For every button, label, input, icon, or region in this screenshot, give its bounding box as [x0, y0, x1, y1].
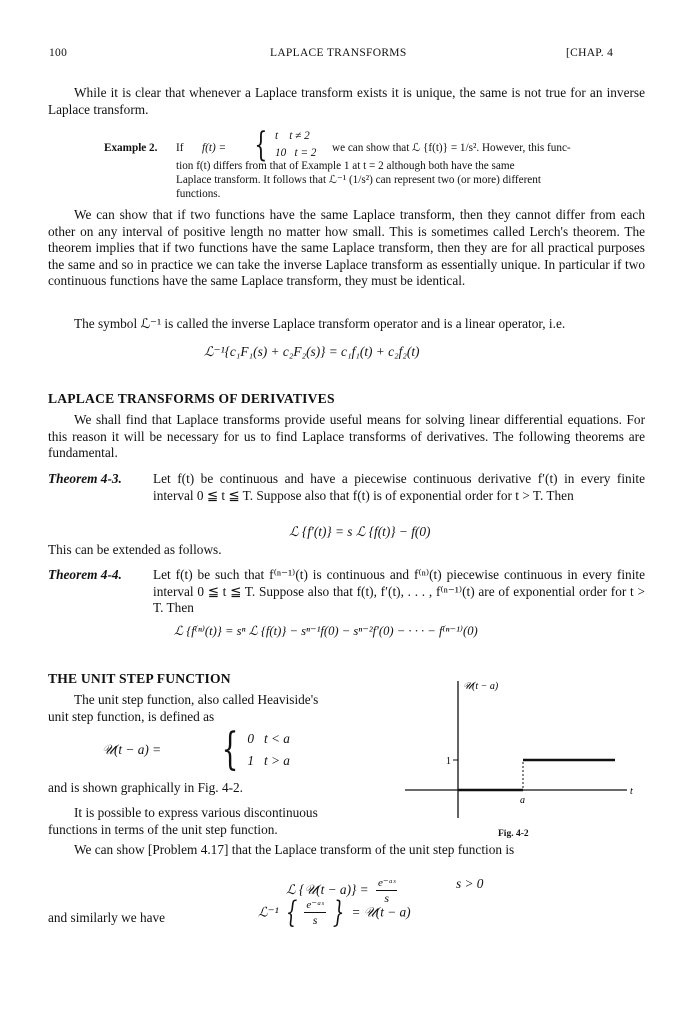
unit-step-lhs: 𝒰(t − a) =: [102, 742, 162, 757]
transform-condition: s > 0: [456, 876, 484, 891]
unit-step-heading: THE UNIT STEP FUNCTION: [48, 671, 231, 686]
theorem-4-4-label: Theorem 4-4.: [48, 567, 122, 582]
figure-a-label: a: [520, 795, 525, 806]
transform-lhs: ℒ {𝒰(t − a)} =: [286, 882, 369, 898]
unit-step-figure: [395, 676, 645, 826]
theorem-4-3-text: Let f(t) be continuous and have a piecewise continuous derivative f′(t) in every finite interval 0 ≦ t ≦ T. Suppose also that f(t) is of exponential order for t > T. Then: [153, 471, 645, 503]
example-case-2: 10 t = 2: [274, 147, 317, 159]
unit-step-case-1: 0 t < a: [247, 731, 290, 746]
figure-one-label: 1: [446, 756, 451, 767]
inverse-rhs: = 𝒰(t − a): [351, 904, 411, 920]
unit-step-we-can-show: We can show [Problem 4.17] that the Laplace transform of the unit step function is: [74, 842, 515, 857]
example-f-of-t: f(t) =: [202, 142, 227, 154]
unit-step-case-2: 1 t > a: [247, 753, 290, 768]
example-if: If: [176, 142, 184, 154]
derivatives-intro: We shall find that Laplace transforms provide useful means for solving linear differential equations. For this reason it will be necessary for us to find Laplace transforms of derivatives. The following theorems are fundamental.: [48, 412, 645, 461]
inverse-lhs: ℒ⁻¹: [258, 904, 279, 920]
extend-text: This can be extended as follows.: [48, 542, 222, 557]
example-cases: [250, 125, 317, 165]
inverse-equation: [258, 895, 411, 930]
brace-symbol: {: [254, 125, 268, 165]
example-label: Example 2.: [104, 142, 158, 154]
linearity-equation: ℒ⁻¹{c₁F₁(s) + c₂F₂(s)} = c₁f₁(t) + c₂f₂(t): [204, 344, 420, 359]
symbol-paragraph: The symbol ℒ⁻¹ is called the inverse Laplace transform operator and is a linear operator, i.e.: [74, 316, 566, 331]
figure-caption-text: Fig. 4-2: [498, 829, 529, 839]
unit-step-intro-1: The unit step function, also called Heaviside's: [74, 692, 319, 707]
example-line-4: functions.: [176, 188, 221, 200]
unit-step-shown: and is shown graphically in Fig. 4-2.: [48, 780, 243, 795]
example-show-text: we can show that ℒ {f(t)} = 1/s². However, this func-: [332, 142, 571, 154]
unit-step-possible-2: functions in terms of the unit step function.: [48, 822, 278, 837]
page-number: 100: [49, 47, 68, 59]
theorem-4-4-equation: ℒ {f⁽ⁿ⁾(t)} = sⁿ ℒ {f(t)} − sⁿ⁻¹f(0) − sⁿ⁻²f′(0) − · · · − f⁽ⁿ⁻¹⁾(0): [174, 624, 478, 638]
example-line-2: tion f(t) differs from that of Example 1 at t = 2 although both have the same: [176, 160, 515, 172]
unit-step-brace: {: [221, 724, 239, 775]
chapter-label: [CHAP. 4: [566, 47, 614, 59]
transform-numerator: e⁻ᵃˢ: [377, 877, 396, 889]
inverse-right-brace: }: [332, 895, 345, 930]
inverse-left-brace: {: [285, 895, 298, 930]
unit-step-intro-2: unit step function, is defined as: [48, 709, 215, 724]
similarly-text: and similarly we have: [48, 910, 166, 925]
theorem-4-3-label: Theorem 4-3.: [48, 471, 122, 486]
lerch-paragraph: We can show that if two functions have the same Laplace transform, then they cannot differ from each other on any interval of positive length no matter how small. This is sometimes called Lerch's theorem. The theorem implies that if two functions have the same Laplace transform, then they are for all practical purposes the same and so in practice we can take the inverse Laplace transform as essentially unique. In particular if two continuous functions have the same Laplace transform, they must be identical.: [48, 207, 645, 289]
unit-step-possible-1: It is possible to express various discontinuous: [74, 805, 318, 820]
example-case-1: t t ≠ 2: [274, 130, 310, 142]
transform-denominator: s: [384, 891, 389, 905]
inverse-denominator: s: [312, 913, 318, 927]
unit-step-cases: [216, 724, 290, 775]
running-title: LAPLACE TRANSFORMS: [270, 47, 407, 59]
inverse-numerator: e⁻ᵃˢ: [306, 899, 324, 911]
theorem-4-3-equation: ℒ {f′(t)} = s ℒ {f(t)} − f(0): [289, 524, 431, 539]
derivatives-heading: LAPLACE TRANSFORMS OF DERIVATIVES: [48, 391, 335, 406]
example-line-3: Laplace transform. It follows that ℒ⁻¹ (1/s²) can represent two (or more) different: [176, 174, 541, 186]
figure-t-label: t: [630, 786, 633, 797]
figure-y-label: 𝒰(t − a): [463, 681, 499, 692]
theorem-4-4-text: Let f(t) be such that f⁽ⁿ⁻¹⁾(t) is continuous and f⁽ⁿ⁾(t) piecewise continuous in every finite interval 0 ≦ t ≦ T. Suppose also that f(t), f′(t), . . . , f⁽ⁿ⁻¹⁾(t) are of exponential order for t > T. Then: [153, 567, 645, 616]
intro-paragraph: While it is clear that whenever a Laplace transform exists it is unique, the same is not true for an inverse Laplace transform.: [48, 85, 645, 117]
